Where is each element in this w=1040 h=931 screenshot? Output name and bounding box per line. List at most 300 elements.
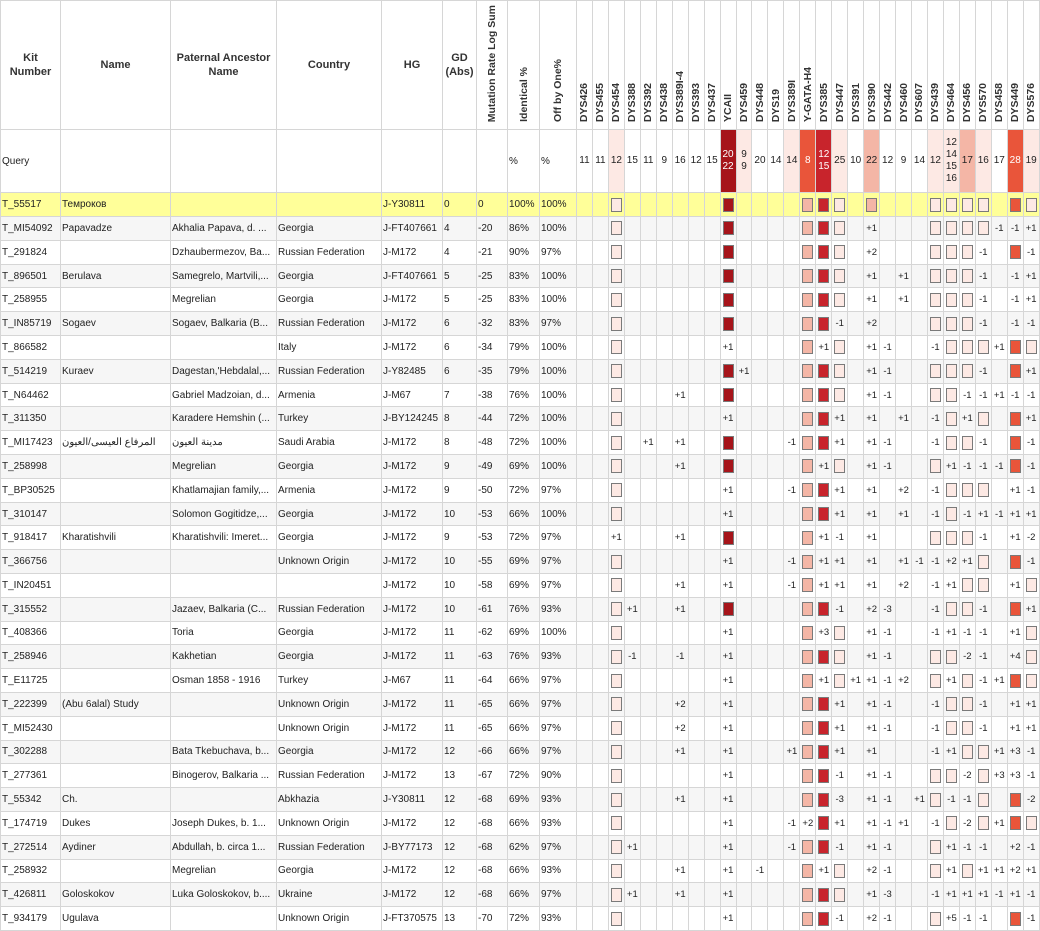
- marker-diff: +1: [818, 341, 830, 353]
- cell-off-by-one-pct: 97%: [540, 669, 577, 693]
- marker-match-swatch: [978, 340, 989, 354]
- cell-marker-dys426: [577, 811, 593, 835]
- cell-marker-dys388: [624, 193, 640, 217]
- cell-marker-dys19: [768, 716, 784, 740]
- cell-off-by-one-pct: 97%: [540, 835, 577, 859]
- marker-diff: +1: [866, 889, 878, 901]
- table-row[interactable]: [1, 502, 1040, 526]
- col-marker-dys454[interactable]: [608, 1, 624, 130]
- cell-name: [61, 407, 171, 431]
- cell-marker-dys439: [927, 502, 943, 526]
- cell-marker-dys458: [991, 359, 1007, 383]
- cell-off-by-one-pct: 100%: [540, 407, 577, 431]
- cell-marker-dys455: [592, 431, 608, 455]
- cell-marker-ycaii: [720, 288, 736, 312]
- marker-label: DYS389I: [785, 80, 798, 123]
- marker-match-swatch: [1010, 245, 1021, 259]
- cell-marker-dys464: [943, 217, 959, 241]
- col-marker-dys464[interactable]: [943, 1, 959, 130]
- cell-off-by-one-pct: 97%: [540, 550, 577, 574]
- marker-match-swatch: [818, 269, 829, 283]
- table-row[interactable]: [1, 764, 1040, 788]
- col-paternal-ancestor[interactable]: Paternal Ancestor Name: [171, 1, 277, 130]
- marker-diff: +1: [674, 389, 686, 401]
- cell-marker-dys576: [1023, 502, 1039, 526]
- cell-marker-dys391: [848, 645, 864, 669]
- cell-marker-dys454: [608, 526, 624, 550]
- table-row[interactable]: [1, 788, 1040, 812]
- cell-kit-number: T_N64462: [1, 383, 61, 407]
- cell-marker-dys438: [656, 264, 672, 288]
- cell-marker-dys426: [577, 359, 593, 383]
- cell-marker-dys454: [608, 478, 624, 502]
- col-marker-dys19[interactable]: [768, 1, 784, 130]
- marker-diff: +1: [722, 889, 734, 901]
- marker-match-swatch: [802, 578, 813, 592]
- table-row[interactable]: [1, 336, 1040, 360]
- col-marker-dys449[interactable]: [1007, 1, 1023, 130]
- cell-marker-dys455: [592, 859, 608, 883]
- col-marker-dys607[interactable]: [912, 1, 928, 130]
- cell-marker-dys456: [959, 788, 975, 812]
- cell-identical-pct: 72%: [508, 764, 540, 788]
- cell-marker-dys570: [975, 217, 991, 241]
- col-marker-dys570[interactable]: [975, 1, 991, 130]
- marker-diff: +1: [898, 508, 909, 520]
- cell-genetic-distance: 11: [443, 621, 477, 645]
- cell-marker-dys426: [577, 692, 593, 716]
- cell-marker-dys388: [624, 859, 640, 883]
- marker-match-swatch: [1010, 340, 1021, 354]
- cell-marker-dys388: [624, 788, 640, 812]
- cell-marker-dys19: [768, 621, 784, 645]
- cell-marker-dys19: [768, 431, 784, 455]
- cell-marker-dys459: [736, 455, 752, 479]
- table-row[interactable]: [1, 669, 1040, 693]
- cell-name: Темроков: [61, 193, 171, 217]
- table-row[interactable]: [1, 431, 1040, 455]
- col-marker-y-gata-h4[interactable]: [800, 1, 816, 130]
- cell-identical-pct: 69%: [508, 550, 540, 574]
- cell-marker-dys439: [927, 740, 943, 764]
- cell-marker-dys464: [943, 859, 959, 883]
- cell-marker-dys448: [752, 359, 768, 383]
- cell-marker-y-gata-h4: [800, 193, 816, 217]
- cell-marker-dys459: [736, 383, 752, 407]
- col-marker-dys426[interactable]: [577, 1, 593, 130]
- cell-marker-ycaii: [720, 859, 736, 883]
- marker-match-swatch: [1026, 198, 1037, 212]
- table-row[interactable]: [1, 811, 1040, 835]
- cell-marker-dys454: [608, 883, 624, 907]
- cell-kit-number: T_302288: [1, 740, 61, 764]
- cell-marker-y-gata-h4: [800, 859, 816, 883]
- col-marker-dys442[interactable]: [880, 1, 896, 130]
- cell-marker-dys576: [1023, 359, 1039, 383]
- marker-diff: -1: [883, 389, 892, 401]
- cell-paternal-ancestor: Toria: [171, 621, 277, 645]
- cell-marker-dys389i: [784, 574, 800, 598]
- cell-marker-dys570: [975, 669, 991, 693]
- cell-marker-dys607: [912, 621, 928, 645]
- cell-marker-dys390: [864, 193, 880, 217]
- cell-marker-dys448: [752, 788, 768, 812]
- cell-marker-y-gata-h4: [800, 740, 816, 764]
- marker-match-swatch: [834, 364, 845, 378]
- cell-marker-dys389i-4: [672, 645, 688, 669]
- marker-diff: -1: [931, 484, 940, 496]
- cell-marker-dys389i: [784, 478, 800, 502]
- marker-label: DYS393: [690, 83, 703, 123]
- cell-marker-dys460: [896, 621, 912, 645]
- table-row[interactable]: [1, 455, 1040, 479]
- cell-marker-dys391: [848, 574, 864, 598]
- table-row[interactable]: [1, 526, 1040, 550]
- col-off-by-one[interactable]: [540, 1, 577, 130]
- table-row[interactable]: [1, 217, 1040, 241]
- marker-diff: +1: [866, 508, 878, 520]
- marker-match-swatch: [962, 602, 973, 616]
- marker-diff: +1: [1009, 532, 1021, 544]
- cell-marker-dys385: [816, 359, 832, 383]
- cell-marker-dys426: [577, 859, 593, 883]
- marker-diff: +2: [898, 484, 909, 496]
- cell-haplogroup: J-M172: [382, 455, 443, 479]
- cell-mutation-rate: -68: [477, 859, 508, 883]
- marker-match-swatch: [723, 364, 734, 378]
- cell-marker-dys448: [752, 217, 768, 241]
- marker-diff: +1: [866, 365, 878, 377]
- col-marker-dys393[interactable]: [688, 1, 704, 130]
- cell-paternal-ancestor: [171, 574, 277, 598]
- cell-name: [61, 336, 171, 360]
- cell-marker-dys393: [688, 407, 704, 431]
- cell-name: [61, 455, 171, 479]
- marker-match-swatch: [1026, 626, 1037, 640]
- cell-marker-dys19: [768, 288, 784, 312]
- cell-kit-number: T_866582: [1, 336, 61, 360]
- cell-marker-dys390: [864, 217, 880, 241]
- cell-kit-number: T_IN20451: [1, 574, 61, 598]
- marker-match-swatch: [962, 340, 973, 354]
- table-row[interactable]: [1, 883, 1040, 907]
- cell-off-by-one-pct: 93%: [540, 907, 577, 931]
- col-mutation-rate[interactable]: [477, 1, 508, 130]
- col-marker-dys439[interactable]: [927, 1, 943, 130]
- cell-marker-dys389i: [784, 645, 800, 669]
- cell-genetic-distance: 5: [443, 264, 477, 288]
- cell-marker-dys439: [927, 478, 943, 502]
- cell-marker-dys460: [896, 264, 912, 288]
- col-marker-dys460[interactable]: [896, 1, 912, 130]
- marker-diff: -1: [995, 889, 1004, 901]
- col-identical[interactable]: [508, 1, 540, 130]
- cell-marker-dys464: [943, 383, 959, 407]
- marker-diff: +1: [866, 651, 878, 663]
- cell-marker-dys438: [656, 692, 672, 716]
- table-row[interactable]: [1, 859, 1040, 883]
- col-marker-dys455[interactable]: [592, 1, 608, 130]
- cell-marker-dys437: [704, 645, 720, 669]
- marker-match-swatch: [978, 555, 989, 569]
- cell-marker-dys437: [704, 692, 720, 716]
- marker-match-swatch: [611, 793, 622, 807]
- table-row[interactable]: [1, 312, 1040, 336]
- cell-marker-dys570: [975, 455, 991, 479]
- cell-kit-number: T_277361: [1, 764, 61, 788]
- marker-match-swatch: [802, 721, 813, 735]
- table-row[interactable]: [1, 193, 1040, 217]
- cell-marker-dys570: [975, 431, 991, 455]
- marker-match-swatch: [818, 721, 829, 735]
- marker-match-swatch: [818, 388, 829, 402]
- marker-diff: +1: [945, 460, 957, 472]
- cell-marker-dys460: [896, 811, 912, 835]
- marker-match-swatch: [611, 626, 622, 640]
- marker-match-swatch: [930, 912, 941, 926]
- marker-match-swatch: [818, 245, 829, 259]
- cell-marker-dys464: [943, 669, 959, 693]
- cell-haplogroup: J-M172: [382, 645, 443, 669]
- marker-diff: +1: [674, 603, 686, 615]
- cell-marker-dys392: [640, 455, 656, 479]
- col-country[interactable]: Country: [277, 1, 382, 130]
- cell-marker-dys458: [991, 336, 1007, 360]
- marker-diff: -1: [883, 722, 892, 734]
- cell-mutation-rate: -55: [477, 550, 508, 574]
- cell-marker-dys448: [752, 288, 768, 312]
- cell-marker-dys391: [848, 431, 864, 455]
- col-marker-dys388[interactable]: [624, 1, 640, 130]
- marker-diff: -1: [883, 865, 892, 877]
- marker-diff: -1: [979, 437, 988, 449]
- cell-off-by-one-pct: 100%: [540, 502, 577, 526]
- col-gd[interactable]: GD (Abs): [443, 1, 477, 130]
- marker-match-swatch: [802, 483, 813, 497]
- table-row[interactable]: [1, 740, 1040, 764]
- cell-off-by-one-pct: 97%: [540, 740, 577, 764]
- cell-name: (Abu 6alal) Study: [61, 692, 171, 716]
- table-row[interactable]: [1, 574, 1040, 598]
- cell-marker-dys389i-4: [672, 621, 688, 645]
- cell-marker-dys19: [768, 740, 784, 764]
- cell-marker-dys460: [896, 883, 912, 907]
- cell-marker-dys389i-4: [672, 859, 688, 883]
- marker-diff: +1: [818, 460, 830, 472]
- cell-marker-dys459: [736, 359, 752, 383]
- cell-kit-number: T_258946: [1, 645, 61, 669]
- cell-marker-dys460: [896, 907, 912, 931]
- cell-mutation-rate: -61: [477, 597, 508, 621]
- cell-marker-dys570: [975, 597, 991, 621]
- marker-match-swatch: [946, 769, 957, 783]
- cell-marker-dys455: [592, 359, 608, 383]
- table-row[interactable]: [1, 264, 1040, 288]
- marker-diff: +2: [1009, 841, 1021, 853]
- table-row[interactable]: [1, 645, 1040, 669]
- cell-mutation-rate: -25: [477, 288, 508, 312]
- table-row[interactable]: [1, 597, 1040, 621]
- cell-marker-dys439: [927, 431, 943, 455]
- cell-marker-dys438: [656, 859, 672, 883]
- cell-paternal-ancestor: Sogaev, Balkaria (B...: [171, 312, 277, 336]
- cell-marker-ycaii: [720, 574, 736, 598]
- marker-match-swatch: [946, 650, 957, 664]
- col-kit-number[interactable]: Kit Number: [1, 1, 61, 130]
- cell-marker-dys464: [943, 716, 959, 740]
- cell-country: Georgia: [277, 264, 382, 288]
- cell-marker-dys448: [752, 431, 768, 455]
- table-row[interactable]: [1, 907, 1040, 931]
- cell-marker-dys449: [1007, 907, 1023, 931]
- col-marker-dys390[interactable]: [864, 1, 880, 130]
- cell-marker-dys437: [704, 193, 720, 217]
- col-name[interactable]: Name: [61, 1, 171, 130]
- cell-marker-dys454: [608, 383, 624, 407]
- col-marker-dys458[interactable]: [991, 1, 1007, 130]
- table-row[interactable]: [1, 359, 1040, 383]
- table-row[interactable]: [1, 716, 1040, 740]
- cell-marker-dys448: [752, 669, 768, 693]
- query-marker-value: 16: [975, 130, 991, 193]
- cell-marker-dys458: [991, 264, 1007, 288]
- cell-marker-dys392: [640, 716, 656, 740]
- cell-marker-dys456: [959, 597, 975, 621]
- cell-marker-dys426: [577, 788, 593, 812]
- cell-marker-dys426: [577, 764, 593, 788]
- marker-diff: -1: [628, 651, 637, 663]
- cell-marker-dys391: [848, 883, 864, 907]
- cell-marker-ycaii: [720, 383, 736, 407]
- cell-marker-dys607: [912, 740, 928, 764]
- cell-marker-ycaii: [720, 359, 736, 383]
- col-marker-dys389i[interactable]: [784, 1, 800, 130]
- marker-match-swatch: [611, 483, 622, 497]
- cell-marker-dys426: [577, 907, 593, 931]
- cell-marker-dys607: [912, 193, 928, 217]
- table-row[interactable]: [1, 692, 1040, 716]
- cell-marker-dys464: [943, 407, 959, 431]
- col-marker-dys447[interactable]: [832, 1, 848, 130]
- cell-marker-dys439: [927, 764, 943, 788]
- cell-marker-dys456: [959, 312, 975, 336]
- marker-match-swatch: [818, 436, 829, 450]
- marker-match-swatch: [978, 578, 989, 592]
- cell-marker-dys390: [864, 502, 880, 526]
- cell-marker-y-gata-h4: [800, 336, 816, 360]
- col-hg[interactable]: HG: [382, 1, 443, 130]
- query-marker-value: 9: [656, 130, 672, 193]
- query-country: [277, 130, 382, 193]
- cell-marker-dys393: [688, 859, 704, 883]
- marker-diff: +1: [722, 770, 734, 782]
- cell-country: Georgia: [277, 288, 382, 312]
- marker-diff: -1: [963, 841, 972, 853]
- marker-diff: +1: [898, 413, 909, 425]
- query-marker-value: 25: [832, 130, 848, 193]
- query-marker-value: 14: [912, 130, 928, 193]
- col-marker-dys456[interactable]: [959, 1, 975, 130]
- marker-diff: +1: [626, 841, 638, 853]
- table-row[interactable]: [1, 288, 1040, 312]
- cell-marker-dys438: [656, 288, 672, 312]
- col-marker-dys389i-4[interactable]: [672, 1, 688, 130]
- col-marker-dys385[interactable]: [816, 1, 832, 130]
- marker-label: DYS460: [897, 83, 910, 123]
- marker-diff: +1: [977, 865, 989, 877]
- cell-paternal-ancestor: Megrelian: [171, 859, 277, 883]
- cell-marker-dys448: [752, 645, 768, 669]
- table-row[interactable]: [1, 407, 1040, 431]
- table-row[interactable]: [1, 621, 1040, 645]
- table-row[interactable]: [1, 240, 1040, 264]
- cell-marker-dys442: [880, 764, 896, 788]
- cell-marker-dys385: [816, 907, 832, 931]
- cell-marker-dys389i: [784, 455, 800, 479]
- col-marker-dys391[interactable]: [848, 1, 864, 130]
- marker-diff: -1: [931, 437, 940, 449]
- query-marker-value: 12 15: [816, 130, 832, 193]
- table-row[interactable]: [1, 835, 1040, 859]
- query-marker-value: 19: [1023, 130, 1039, 193]
- cell-marker-dys459: [736, 692, 752, 716]
- cell-marker-dys447: [832, 597, 848, 621]
- cell-marker-dys442: [880, 502, 896, 526]
- col-marker-dys437[interactable]: [704, 1, 720, 130]
- cell-marker-dys456: [959, 431, 975, 455]
- marker-diff: -1: [979, 913, 988, 925]
- marker-match-swatch: [930, 793, 941, 807]
- cell-off-by-one-pct: 93%: [540, 597, 577, 621]
- cell-off-by-one-pct: 97%: [540, 716, 577, 740]
- marker-diff: +1: [1025, 365, 1037, 377]
- marker-match-swatch: [946, 507, 957, 521]
- col-marker-ycaii[interactable]: [720, 1, 736, 130]
- cell-marker-dys456: [959, 692, 975, 716]
- cell-country: Georgia: [277, 740, 382, 764]
- col-marker-dys448[interactable]: [752, 1, 768, 130]
- col-marker-dys392[interactable]: [640, 1, 656, 130]
- cell-marker-ycaii: [720, 835, 736, 859]
- col-marker-dys438[interactable]: [656, 1, 672, 130]
- cell-haplogroup: J-M172: [382, 240, 443, 264]
- cell-marker-dys456: [959, 217, 975, 241]
- cell-marker-dys456: [959, 526, 975, 550]
- cell-marker-dys437: [704, 383, 720, 407]
- marker-diff: -1: [979, 698, 988, 710]
- cell-marker-dys426: [577, 883, 593, 907]
- cell-marker-dys456: [959, 574, 975, 598]
- cell-marker-dys454: [608, 455, 624, 479]
- cell-marker-dys448: [752, 550, 768, 574]
- cell-marker-dys389i: [784, 811, 800, 835]
- marker-match-swatch: [978, 816, 989, 830]
- table-row[interactable]: [1, 550, 1040, 574]
- cell-marker-dys454: [608, 621, 624, 645]
- table-row[interactable]: [1, 478, 1040, 502]
- cell-name: [61, 764, 171, 788]
- cell-marker-dys393: [688, 883, 704, 907]
- marker-match-swatch: [962, 364, 973, 378]
- cell-kit-number: T_918417: [1, 526, 61, 550]
- col-marker-dys576[interactable]: [1023, 1, 1039, 130]
- cell-marker-dys447: [832, 502, 848, 526]
- col-marker-dys459[interactable]: [736, 1, 752, 130]
- table-row[interactable]: [1, 383, 1040, 407]
- cell-marker-dys447: [832, 240, 848, 264]
- marker-diff: +1: [1025, 722, 1037, 734]
- cell-marker-dys442: [880, 597, 896, 621]
